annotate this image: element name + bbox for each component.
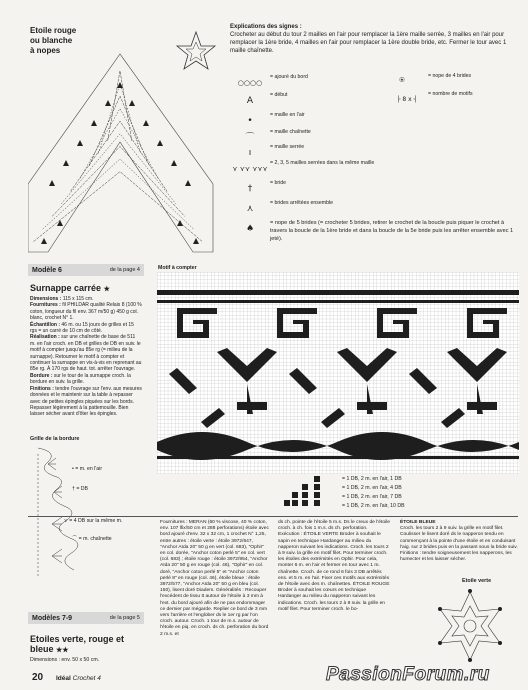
legend-intro: Crocheter au début du tour 2 mailles en l'air pour remplacer la 1ère maille serrée, 3 mailles en l'air pour remplacer la 1ère bride, 4 mailles en l'air pour remplacer la 1ère double bride, etc. Fermer le tour avec 1 maille chaînette. xyxy=(230,32,507,54)
etoile-rouge-title: Etoile rouge ou blanche à nopes xyxy=(30,26,77,55)
modeles79-title: Etoiles verte, rouge et bleue ★★ xyxy=(30,634,125,654)
page-number: 20 xyxy=(32,672,44,683)
legend-item: ├ 8 x ┤ = nombre de motifs xyxy=(392,88,522,106)
nombre-motifs-symbol: ├ 8 x ┤ xyxy=(396,96,418,103)
body-paragraph: Bordure : sur le tour de la surnappe croch. la bordure en suiv. la grille. xyxy=(30,372,131,386)
bordure-chart xyxy=(34,444,88,584)
bordure-legend-item: ⌒ = m. chaînette xyxy=(72,536,112,542)
instructions-col-c: ÉTOILE BLEUE Croch. les tours 2 à 9 suiv. la grille en motif filet. Coulisser le lisent doré ds le napperon tendu en commençant à la pointe d'une étoile et en conduisant l'aig. sur 2 brides puis en la passant sous la bride suiv. Finitions : tendre soigneusement les napperons, les humecter et les laisser sécher. xyxy=(400,520,518,563)
small-star-icon xyxy=(177,32,215,69)
body-paragraph: Dimensions : 115 x 115 cm. xyxy=(30,296,94,302)
modeles79-page-ref: de la page 5 xyxy=(109,615,140,621)
difficulty-stars: ★★ xyxy=(56,647,69,654)
stitch-row xyxy=(33,172,202,242)
maille-serree-symbol: ı xyxy=(248,148,252,158)
modeles79-badge: Modèles 7-9 xyxy=(32,614,73,622)
modele6-body xyxy=(30,296,142,418)
count-item: = 1 DB, 2 m. en l'air, 7 DB xyxy=(342,494,402,500)
nope-4-brides-symbol: ⍟ xyxy=(399,76,405,86)
body-paragraph: Finitions : tendre l'ouvrage sur l'env. aux mesures données et le maintenir sur la table à repasser avec de petites épingles piquées sur les bords. Repasser légèrement à la pattemouille. Bien laisser sécher avant d'ôter les épingles. xyxy=(30,385,142,418)
etoile-verte-diagram xyxy=(420,586,520,662)
legend-item: ⋎ ⋎⋎ ⋎⋎⋎ = 2, 3, 5 mailles serrées dans la même maille xyxy=(230,158,270,176)
modele6-title: Surnappe carrée ★ xyxy=(30,283,110,293)
stitch-row xyxy=(52,146,185,216)
maille-chainette-symbol: ⌒ xyxy=(245,133,255,143)
filet-grid-chart xyxy=(157,272,519,474)
legend-item: ♠ = nope de 5 brides (= crocheter 5 brides, retirer le crochet de la boucle puis piquer le crochet à travers la boucle de la 1ère bride et dans la boucle de la 5e bride puis les arrêter ensemble avec 1 jeté). xyxy=(230,218,270,236)
etoile-crochet-diagram xyxy=(28,24,228,256)
difficulty-stars: ★ xyxy=(103,286,110,293)
stitch-row xyxy=(89,96,149,166)
count-step-chart xyxy=(284,476,334,512)
legend-item: ⍟ = nope de 4 brides xyxy=(392,70,522,88)
mailles-serrees-symbol: ⋎ ⋎⋎ ⋎⋎⋎ xyxy=(232,165,268,173)
count-item: = 1 DB, 2 m. en l'air, 1 DB xyxy=(342,476,402,482)
motif-label: Motif à compter xyxy=(158,265,197,271)
maille-en-lair-symbol: • xyxy=(247,116,253,126)
modele6-page-ref: de la page 4 xyxy=(109,267,140,273)
count-item: = 1 DB, 2 m. en l'air, 4 DB xyxy=(342,485,402,491)
bordure-legend-item: • = m. en l'air xyxy=(72,466,103,472)
stitch-row xyxy=(108,71,132,141)
brides-arretees-symbol: ⋏ xyxy=(246,204,254,214)
legend-right-items xyxy=(392,70,522,106)
legend-item: ⋏ = brides arrêtées ensemble xyxy=(230,198,270,216)
instructions-col-b: ds ch. pointe de l'étoile 5 m.s. Ds le creux de l'étoile croch. à ch. fois 1 m.s. ds ch. perforation. Exécution : ÉTOILE VERTE Broder à souhait le sapin en technique Hardanger au milieu du napperon suivant les indications. Croch. les tours 2 à 9 suiv. la grille en motif filet. Pour terminer croch. les étoiles des extrémités en Ophir. Pour cela, monter 6 m. en l'air et fermer en tour avec 1 m. chaînette. Croch. de ce rond 6 fois 3 DB arrêtés ens. et 5 m. en l'air. Fixer ces motifs aux extrémités de l'étoile avec des m. chaînettes. ÉTOILE ROUGE Broder à souhait les cœurs en technique Hardanger au milieu du napperon suivant les indications. Croch. les tours 2 à 8 suiv. la grille en motif filet. Pour terminer croch. le bo- xyxy=(278,520,390,612)
nope-5-brides-symbol: ♠ xyxy=(245,224,255,234)
modeles79-header xyxy=(28,612,144,624)
magazine-name: Idéal Crochet 4 xyxy=(56,675,101,682)
count-item: = 1 DB, 2 m. en l'air, 10 DB xyxy=(342,503,405,509)
legend-item: ○○○○ = ajouré du bord xyxy=(230,72,528,90)
stitch-row xyxy=(71,121,167,191)
etoile-verte-label: Etoile verte xyxy=(462,578,492,584)
ajoure-symbol: ○○○○ xyxy=(237,79,263,87)
legend-item: † = bride xyxy=(230,178,270,196)
legend-item: A = début xyxy=(230,90,270,108)
bottom-divider xyxy=(28,516,518,517)
body-paragraph: Échantillon : 46 m. ou 15 jours de grilles et 15 rgs = un carré de 10 cm de côté. xyxy=(30,321,134,335)
modele6-header xyxy=(28,264,144,276)
grille-bordure-label: Grille de la bordure xyxy=(30,436,80,442)
modeles79-dims: Dimensions : env. 50 x 50 cm. xyxy=(30,657,100,663)
body-paragraph: Réalisation : sur une chaînette de base de 511 m. en l'air croch. en DB et grilles de DB en suiv. le motif à compter jusqu'au 85e rg (= milieu de la surnappe). Retourner le motif à compter et continuer la surnappe en vis-à-vis en reprenant au 85e rg. À 170 rgs de haut. tot. arrêter l'ouvrage. xyxy=(30,334,142,373)
body-paragraph: Fournitures : fil PHILDAR qualité Relais 8 (100 % coton, longueur du fil env. 367 m/50 g) 450 g col. blanc, crochet N° 1. xyxy=(30,302,142,322)
debut-symbol: A xyxy=(246,96,254,106)
instructions-col-a: Fournitures : MERAN (60 % viscose, 40 % coton, env. 107 lfix/50 cm et 288 perforations) étoile avec bord ajouré d'env. 32 x 32 cm, 1 crochet N° 1,25, entre autres : étoile verte : étoile 3972/647, "Anchor Aïda 20" 50 g en vert (col. 683), "Ophir" en col. dorée, "Anchor coton perlé 5" en col. vert (col. 683) ; étoile rouge : étoile 3972/954, "Anchor Aïda 20" 50 g en rouge (col. 46), "Ophir" en col. doré, "Anchor coton perlé 5" et "Anchor coton perlé 8" en rouge (col. 46), étoile bleue : étoile 3972/577, "Anchor Aïda 20" 50 g en bleu (col. 150), lisent doré Diadem. Généralités : Recouper l'excédent de tissu tt autour de l'étoile à 3 mm à l'ext. du bord ajouré afin de ne pas endommager ce dernier par mégarde. Replier ce bord de 3 mm vers l'arrière et l'englober ds le 1er rg par l'on croch. autour. Croch. 1 tour de m.s. autour de l'étoile en piq. en croch. ds ch. perforation du bord 2 m.s. et xyxy=(160,520,269,637)
watermark: PassionForum.ru xyxy=(326,664,490,685)
bordure-legend-item: ⋎ = 4 DB sur la même m. xyxy=(64,518,123,524)
legend-item: • = maille en l'air xyxy=(230,110,270,128)
legend-item: ⌒ = maille chaînette xyxy=(230,127,270,145)
bordure-legend-item: † = DB xyxy=(72,486,89,492)
bride-symbol: † xyxy=(247,184,253,194)
legend-item: ı = maille serrée xyxy=(230,142,270,160)
modele6-badge: Modèle 6 xyxy=(32,266,62,274)
legend-heading: Explications des signes : xyxy=(230,24,302,30)
